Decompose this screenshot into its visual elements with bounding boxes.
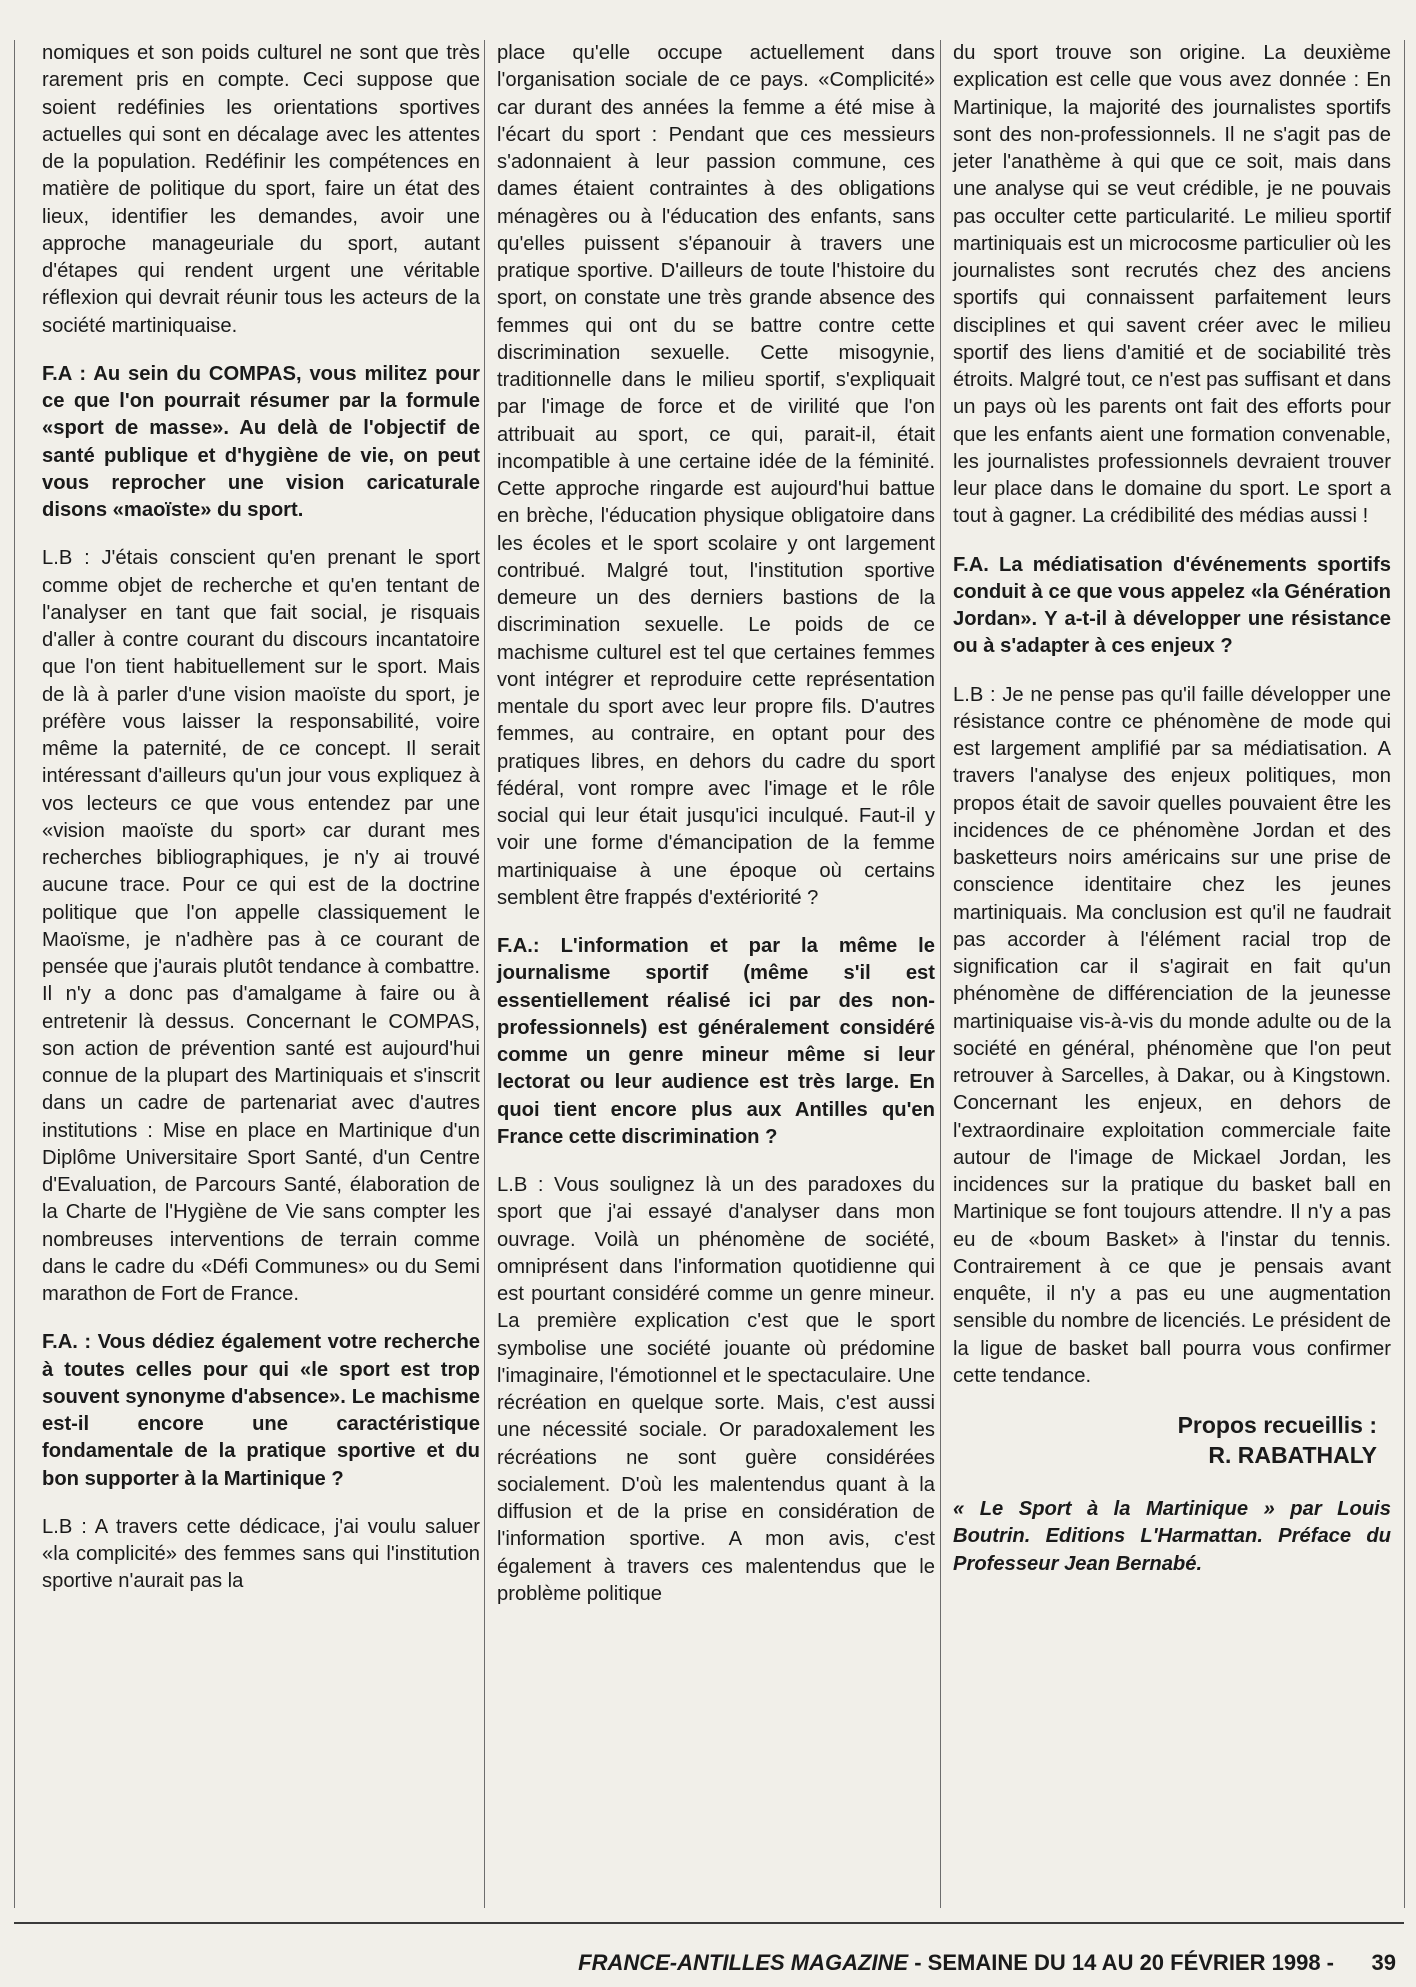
interview-answer: L.B : Vous soulignez là un des paradoxes du sport que j'ai essayé d'analyser dans mon ouvrage. Voilà un phénomène de société, omniprésent dans l'information quotidienne qui est pourtant considéré comme un genre mineur. La première explication c'est que le sport symbolise une société jouante où prédomine l'imaginaire, l'émotionnel et le spectaculaire. Une récréation en quelque sorte. Mais, c'est aussi une nécessité sociale. Or paradoxalement les récréations ne sont guère considérées socialement. D'où les malentendus quant à la diffusion et de la prise en considération de l'information sportive. A mon avis, c'est également à travers ces malentendus que le problème politique	[497, 1174, 935, 1605]
paragraph: place qu'elle occupe actuellement dans l'organisation sociale de ce pays. «Complicité» car durant des années la femme a été mise à l'écart du sport : Pendant que ces messieurs s'adonnaient à leur passion commune, ces dames étaient contraintes à des obligations ménagères ou à l'éducation des enfants, sans qu'elles puissent s'épanouir à travers une pratique sportive. D'ailleurs de toute l'histoire du sport, on constate une très grande absence des femmes qui ont du se battre contre cette discrimination sexuelle. Cette misogynie, traditionnelle dans le milieu sportif, s'expliquait par l'image de force et de virilité que l'on attribuait au sport, ce qui, parait-il, était incompatible à une certaine idée de la féminité. Cette approche ringarde est aujourd'hui battue en brèche, l'éducation physique obligatoire dans les écoles et le sport scolaire y ont largement contribué. Malgré tout, l'institution sportive demeure un des derniers bastions de la discrimination sexuelle. Le poids de ce machisme culturel est tel que certaines femmes vont intégrer et reproduire cette représentation mentale du sport avec leur propre fils. D'autres femmes, au contraire, en optant pour des pratiques libres, en dehors du cadre du sport fédéral, vont rompre avec l'image et le rôle social qui leur était jusqu'ici inculqué. Faut-il y voir une forme d'émancipation de la femme martiniquaise à une époque où certains semblent être frappés d'extériorité ?	[497, 42, 935, 909]
paragraph: nomiques et son poids culturel ne sont que très rarement pris en compte. Ceci suppose que soient redéfinies les orientations sportives actuelles qui sont en décalage avec les attentes de la population. Redéfinir les compétences en matière de politique du sport, faire un état des lieux, identifier les demandes, avoir une approche manageuriale du sport, autant d'étapes qui rendent urgent une véritable réflexion qui devrait réunir tous les acteurs de la société martiniquaise.	[42, 42, 480, 337]
interview-question: F.A.: L'information et par la même le journalisme sportif (même s'il est essentiellement réalisé ici par des non-professionnels) est généralement considéré comme un genre mineur même si leur lectorat ou leur audience est très large. En quoi tient encore plus aux Antilles qu'en France cette discrimination ?	[497, 935, 935, 1148]
column-rule-1	[484, 40, 485, 1908]
paragraph: du sport trouve son origine. La deuxième explication est celle que vous avez donnée : En Martinique, la majorité des journalistes sportifs sont des non-professionnels. Il ne s'agit pas de jeter l'anathème à qui que ce soit, mais dans une analyse qui se veut crédible, je ne pouvais pas occulter cette particularité. Le milieu sportif martiniquais est un microcosme particulier où les journalistes sont recrutés chez des anciens sportifs qui connaissent parfaitement leurs disciplines et qui savent créer avec le milieu sportif des liens d'amitié et de sociabilité très étroits. Malgré tout, ce n'est pas suffisant et dans un pays où les parents ont fait des efforts pour que les enfants aient une formation convenable, les journalistes professionnels devraient trouver leur place dans le domaine du sport. Le sport a tout à gagner. La crédibilité des médias aussi !	[953, 42, 1391, 528]
signature-line-1: Propos recueillis :	[1177, 1412, 1377, 1438]
magazine-name: FRANCE-ANTILLES MAGAZINE	[578, 1950, 909, 1975]
interview-answer: L.B : Je ne pense pas qu'il faille développer une résistance contre ce phénomène de mode qui est largement amplifié par sa médiatisation. A travers l'analyse des enjeux politiques, mon propos était de savoir quelles pouvaient être les incidences de ce phénomène Jordan et des basketteurs noirs américains sur une prise de conscience identitaire chez les jeunes martiniquais. Ma conclusion est qu'il ne faudrait pas accorder à l'élément racial trop de signification car il s'agirait en fait qu'un phénomène de différenciation de la jeunesse martiniquaise vis-à-vis du monde adulte ou de la société en général, phénomène que l'on peut retrouver à Sarcelles, à Dakar, ou à Kingstown. Concernant les enjeux, en dehors de l'extraordinaire exploitation commerciale faite autour de l'image de Mickael Jordan, les incidences sur la pratique du basket ball en Martinique se font toujours attendre. Il n'y a pas eu de «boum Basket» à l'instar du tennis. Contrairement à ce que je pensais avant enquête, il n'y a pas eu une augmentation sensible du nombre de licenciés. Le président de la ligue de basket ball pourra vous confirmer cette tendance.	[953, 683, 1391, 1387]
interview-answer: L.B : A travers cette dédicace, j'ai voulu saluer «la complicité» des femmes sans qui l'institution sportive n'aurait pas la	[42, 1515, 480, 1593]
right-border-rule	[1404, 40, 1405, 1908]
book-credit-text: par Louis Boutrin. Editions L'Harmattan. Préface du Professeur Jean Bernabé.	[953, 1498, 1392, 1575]
book-credit	[953, 1496, 1391, 1578]
signature-line-2: R. RABATHALY	[1208, 1442, 1377, 1468]
book-title: « Le Sport à la Martinique »	[953, 1498, 1275, 1520]
interview-question: F.A. La médiatisation d'événements sportifs conduit à ce que vous appelez «la Génération Jordan». Y a-t-il à développer une résistance ou à s'adapter à ces enjeux ?	[953, 553, 1391, 658]
issue-date: - SEMAINE DU 14 AU 20 FÉVRIER 1998 -	[908, 1950, 1334, 1975]
interview-question: F.A : Au sein du COMPAS, vous militez pour ce que l'on pourrait résumer par la formule «sport de masse». Au delà de l'objectif de santé publique et d'hygiène de vie, on peut vous reprocher une vision caricaturale disons «maoïste» du sport.	[42, 362, 480, 521]
signature	[953, 1410, 1391, 1470]
article-column-3	[953, 40, 1391, 1578]
page-number: 39	[1371, 1950, 1396, 1975]
footer-rule	[14, 1922, 1404, 1924]
footer-line	[578, 1950, 1334, 1976]
article-column-1	[42, 40, 480, 1596]
interview-question: F.A. : Vous dédiez également votre recherche à toutes celles pour qui «le sport est trop souvent synonyme d'absence». Le machisme est-il encore une caractéristique fondamentale de la pratique sportive et du bon supporter à la Martinique ?	[42, 1331, 480, 1490]
column-rule-2	[940, 40, 941, 1908]
interview-answer: L.B : J'étais conscient qu'en prenant le sport comme objet de recherche et qu'en tentant de l'analyser en tant que fait social, je risquais d'aller à contre courant du discours incantatoire que l'on tient habituellement sur le sport. Mais de là à parler d'une vision maoïste du sport, je préfère vous laisser la responsabilité, voire même la paternité, de ce concept. Il serait intéressant d'ailleurs qu'un jour vous expliquez à vos lecteurs ce que vous entendez par une «vision maoïste du sport» car durant mes recherches bibliographiques, je n'y ai trouvé aucune trace. Pour ce qui est de la doctrine politique que l'on appelle classiquement le Maoïsme, je n'adhère pas à ce courant de pensée que j'aurais plutôt tendance à combattre. Il n'y a donc pas d'amalgame à faire ou à entretenir là dessus. Concernant le COMPAS, son action de prévention santé est aujourd'hui connue de la plupart des Martiniquais et s'inscrit dans un cadre de partenariat avec d'autres institutions : Mise en place en Martinique d'un Diplôme Universitaire Sport Santé, d'un Centre d'Evaluation, de Parcours Santé, élaboration de la Charte de l'Hygiène de Vie sans compter les nombreuses interventions de terrain comme dans le cadre du «Défi Communes» ou du Semi marathon de Fort de France.	[42, 547, 480, 1305]
left-border-rule	[14, 40, 15, 1908]
article-column-2	[497, 40, 935, 1608]
